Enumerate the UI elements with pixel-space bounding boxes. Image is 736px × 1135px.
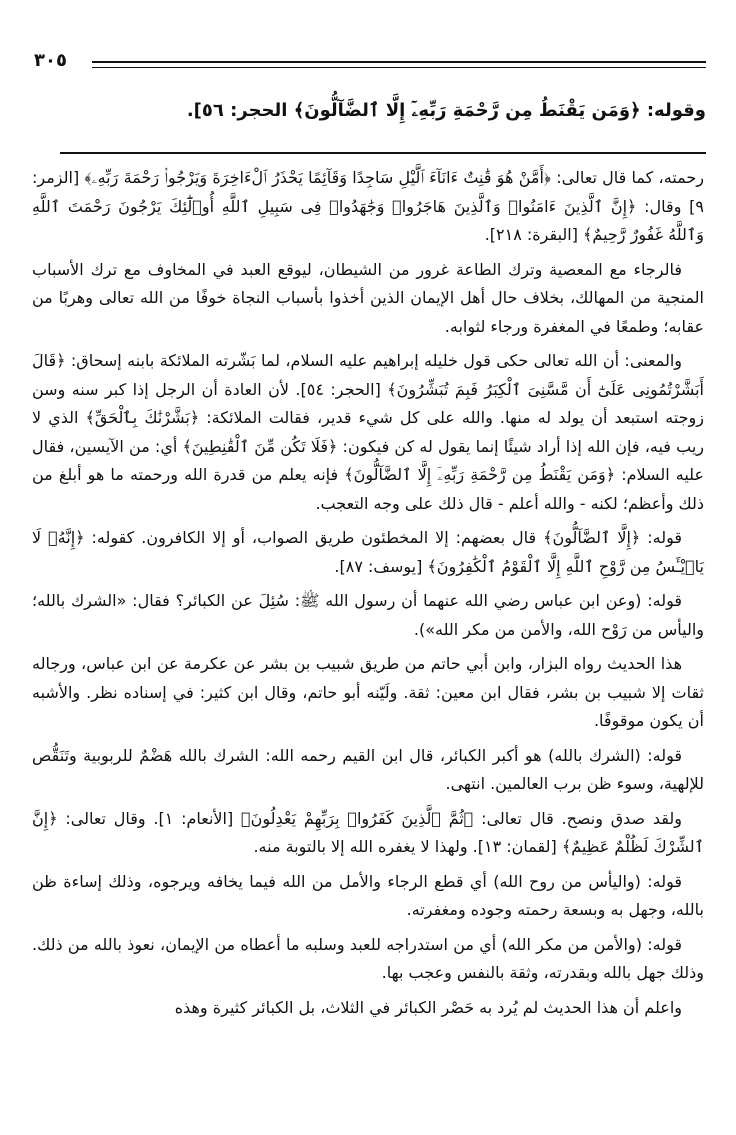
page-number: ٣٠٥ — [34, 50, 67, 71]
paragraph: ولقد صدق ونصح. قال تعالى: ﴿ثُمَّ ٱلَّذِينَ كَفَرُوا۟ بِرَبِّهِمْ يَعْدِلُونَ﴾ [الأنعام: ١]. وقال تعالى: ﴿إِنَّ ٱلشِّرْكَ لَظُلْمٌ عَظِيمٌ﴾ [لقمان: ١٣]. ولهذا لا يغفره الله إلا بالتوبة منه. — [32, 808, 704, 856]
separator-rule — [60, 152, 706, 154]
header-rule — [92, 61, 706, 63]
paragraph: قوله: (وعن ابن عباس رضي الله عنهما أن رسول الله ﷺ: سُئِلَ عن الكبائر؟ فقال: «الشرك بالله؛ واليأس من رَوْح الله، والأمن من مكر الله»). — [32, 591, 704, 639]
paragraph: قوله: (والأمن من مكر الله) أي من استدراجه للعبد وسلبه ما أعطاه من الإيمان، نعوذ بالله من ذلك. وذلك جهل بالله وبقدرته، وثقة بالنفس وعجب بها. — [32, 934, 704, 982]
page-header — [30, 44, 706, 84]
commentary-body — [32, 164, 704, 1028]
paragraph: هذا الحديث رواه البزار، وابن أبي حاتم من طريق شبيب بن بشر عن عكرمة عن ابن عباس، ورجاله ثقات إلا شبيب بن بشر، فقال ابن معين: ثقة. ولَيّنه أبو حاتم، وقال ابن كثير: في إسناده نظر. والأشبه أن يكون موقوفًا. — [32, 654, 704, 730]
paragraph: واعلم أن هذا الحديث لم يُرد به حَصْر الكبائر في الثلاث، بل الكبائر كثيرة وهذه — [174, 997, 682, 1017]
paragraph: قوله: ﴿إِلَّا ٱلضَّآلُّونَ﴾ قال بعضهم: إلا المخطئون طريق الصواب، أو إلا الكافرون. كقوله: ﴿إِنَّهُۥ لَا يَا۟يْـَٔسُ مِن رَّوْحِ ٱللَّهِ إِلَّا ٱلْقَوْمُ ٱلْكَٰفِرُونَ﴾ [يوسف: ٨٧]. — [32, 528, 704, 576]
header-rule-thin — [92, 67, 706, 68]
paragraph: فالرجاء مع المعصية وترك الطاعة غرور من الشيطان، ليوقع العبد في المخاوف مع ترك الأسباب المنجية من المهالك، بخلاف حال أهل الإيمان الذين أخذوا بأسباب النجاة خوفًا من الله تعالى وهربًا من عقابه؛ وطمعًا في المغفرة ورجاء لثوابه. — [32, 259, 704, 336]
paragraph: قوله: (الشرك بالله) هو أكبر الكبائر، قال ابن القيم رحمه الله: الشرك بالله هَضْمٌ للربوبية وتَنَقُّص للإلهية، وسوء ظن برب العالمين. انتهى. — [32, 745, 704, 793]
paragraph: قوله: (واليأس من روح الله) أي قطع الرجاء والأمل من الله فيما يخافه ويرجوه، وذلك إساءة ظن بالله، وجهل به وبسعة رحمته وجوده ومغفرته. — [32, 871, 704, 919]
quoted-text-line: وقوله: ﴿وَمَن يَقْنَطُ مِن رَّحْمَةِ رَبِّهِۦٓ إِلَّا ٱلضَّآلُّونَ﴾ الحجر: ٥٦]. — [186, 100, 706, 121]
paragraph: رحمته، كما قال تعالى: ﴿أَمَّنْ هُوَ قَٰنِتٌ ءَانَآءَ ٱلَّيْلِ سَاجِدًا وَقَآئِمًا يَحْذَرُ ٱلْءَاخِرَةَ وَيَرْجُوا۟ رَحْمَةَ رَبِّهِۦ﴾ [الزمر: ٩] وقال: ﴿إِنَّ ٱلَّذِينَ ءَامَنُوا۟ وَٱلَّذِينَ هَاجَرُوا۟ وَجَٰهَدُوا۟ فِى سَبِيلِ ٱللَّهِ أُو۟لَٰٓئِكَ يَرْجُونَ رَحْمَتَ ٱللَّهِ وَٱللَّهُ غَفُورٌ رَّحِيمٌ﴾ [البقرة: ٢١٨]. — [32, 168, 704, 244]
paragraph: والمعنى: أن الله تعالى حكى قول خليله إبراهيم عليه السلام، لما بَشّرته الملائكة بابنه إسحاق: ﴿قَالَ أَبَشَّرْتُمُونِى عَلَىٰٓ أَن مَّسَّنِىَ ٱلْكِبَرُ فَبِمَ تُبَشِّرُونَ﴾ [الحجر: ٥٤]. لأن العادة أن الرجل إذا كبر سنه وسن زوجته استبعد أن يولد له منها. والله على كل شيء قدير، فقالت الملائكة: ﴿بَشَّرْنَٰكَ بِٱلْحَقِّ﴾ الذي لا ريب فيه، فإن الله إذا أراد شيئًا إنما يقول له كن فيكون: ﴿فَلَا تَكُن مِّنَ ٱلْقَٰنِطِينَ﴾ أي: من الآيسين، فقال عليه السلام: ﴿وَمَن يَقْنَطُ مِن رَّحْمَةِ رَبِّهِۦٓ إِلَّا ٱلضَّآلُّونَ﴾ فإنه يعلم من قدرة الله ورحمته ما هو أبلغ من ذلك وأعظم؛ لكنه - والله أعلم - قال ذلك على وجه التعجب. — [32, 351, 704, 513]
